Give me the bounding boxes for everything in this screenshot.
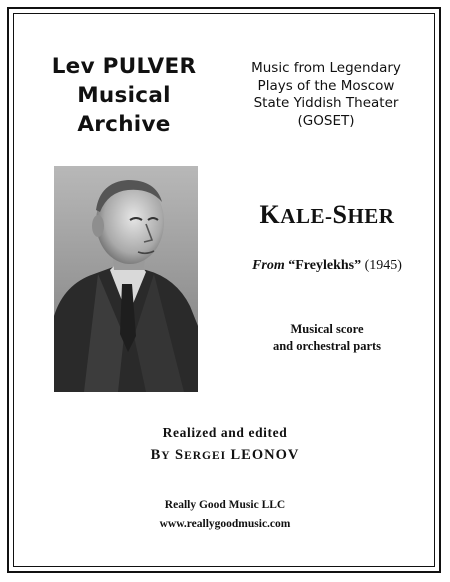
by-rest: Y: [161, 450, 171, 462]
editor-line: [0, 444, 450, 467]
publisher-url: www.reallygoodmusic.com: [159, 518, 291, 530]
by-initial: B: [150, 447, 162, 463]
subtitle-line: State Yiddish Theater: [253, 95, 399, 111]
publisher-name: Really Good Music LLC: [164, 499, 286, 511]
composer-portrait: [54, 166, 198, 392]
editor-surname: LEONOV: [230, 447, 300, 463]
score-line: Musical score: [290, 322, 364, 336]
archive-title-line: Musical: [77, 83, 171, 108]
subtitle-line: Music from Legendary: [251, 60, 401, 76]
collection-subtitle: [226, 60, 426, 130]
realized-line: Realized and edited: [162, 425, 288, 440]
title-initial: K: [259, 200, 281, 229]
title-initial: S: [332, 200, 348, 229]
piece-title: [212, 200, 442, 230]
source-line: [212, 258, 442, 274]
subtitle-line: Plays of the Moscow: [257, 77, 395, 94]
archive-title: [24, 52, 224, 139]
name-rest: ERGEI: [184, 450, 227, 462]
title-smallcaps: HER: [347, 204, 395, 228]
title-smallcaps: ALE-: [280, 204, 333, 228]
play-title: “Freylekhs”: [288, 258, 362, 273]
score-description: [212, 321, 442, 355]
subtitle-line: (GOSET): [297, 112, 355, 129]
portrait-image: [54, 166, 198, 392]
play-year: (1945): [364, 258, 402, 273]
archive-title-line: Lev PULVER: [51, 54, 197, 79]
publisher: [0, 496, 450, 534]
name-initial: S: [174, 447, 185, 463]
score-line: and orchestral parts: [272, 339, 382, 353]
archive-title-line: Archive: [77, 112, 171, 137]
from-word: From: [252, 258, 285, 273]
credits: [0, 422, 450, 467]
